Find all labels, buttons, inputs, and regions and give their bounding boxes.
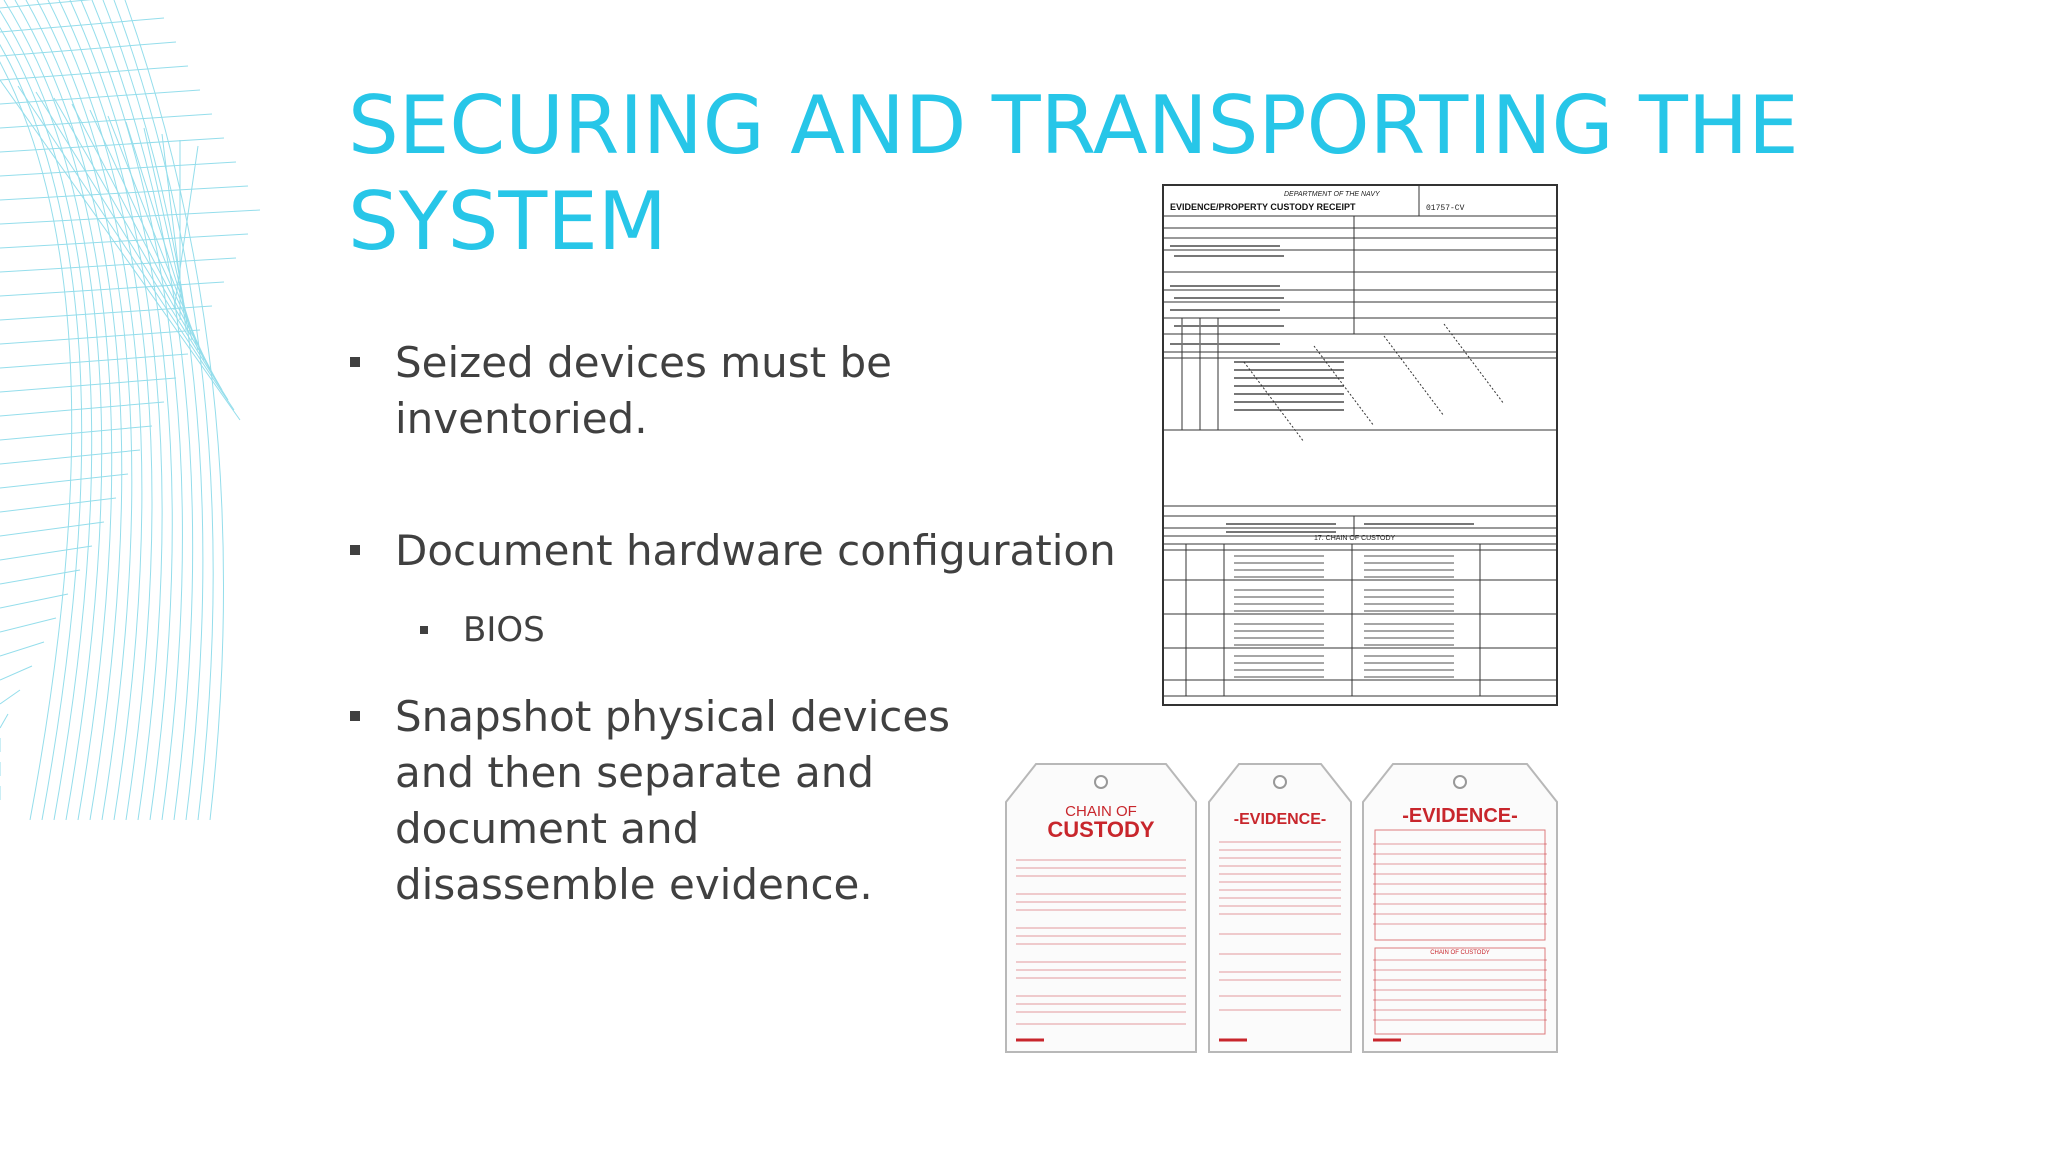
wireframe-line <box>0 594 68 608</box>
bullet-text: Seized devices must be inventoried. <box>395 338 892 443</box>
wireframe-line <box>0 570 80 584</box>
evidence-tag-small <box>1207 762 1353 1056</box>
bullet-marker <box>350 711 360 721</box>
form-control-number: 01757-CV <box>1426 204 1465 213</box>
form-grid <box>1164 186 1556 696</box>
tag-outline <box>1209 764 1351 1052</box>
bullet-item <box>350 523 1116 579</box>
wireframe-line <box>0 474 128 488</box>
evidence-tag-large <box>1361 762 1559 1056</box>
tag-heading-line1: CHAIN OF <box>1065 803 1137 820</box>
bullet-marker <box>350 357 360 367</box>
wireframe-line <box>0 690 20 704</box>
sub-bullet-text: BIOS <box>463 610 545 650</box>
wireframe-line <box>0 210 260 224</box>
form-header: DEPARTMENT OF THE NAVY <box>1284 191 1380 198</box>
tag-subheading: CHAIN OF CUSTODY <box>1430 950 1490 956</box>
bullet-marker <box>350 545 360 555</box>
wireframe-line <box>0 450 140 464</box>
wireframe-decoration <box>0 0 300 820</box>
slide-title: SECURING AND TRANSPORTING THE SYSTEM <box>348 79 1799 268</box>
form-strike-line <box>1444 324 1504 404</box>
form-title: EVIDENCE/PROPERTY CUSTODY RECEIPT <box>1170 202 1356 212</box>
tag-graphic <box>1209 764 1351 1052</box>
wireframe-line <box>0 0 102 820</box>
wireframe-line <box>0 0 152 8</box>
wireframe-line <box>36 92 228 400</box>
wireframe-line <box>18 86 234 410</box>
tag-hole <box>1454 776 1466 788</box>
wireframe-line <box>0 642 44 656</box>
tag-heading-line2: CUSTODY <box>1047 817 1155 842</box>
wireframe-line <box>174 146 198 310</box>
bullet-item <box>350 335 1150 447</box>
sub-bullet-marker <box>420 626 428 634</box>
wireframe-line <box>0 498 116 512</box>
form-chain-section: 17. CHAIN OF CUSTODY <box>1314 535 1396 542</box>
chain-of-custody-tag <box>1004 762 1198 1056</box>
custody-receipt-form-image <box>1162 184 1558 706</box>
tag-hole <box>1095 776 1107 788</box>
wireframe-line <box>0 378 176 392</box>
bullet-text: Document hardware configuration <box>395 526 1116 575</box>
wireframe-line <box>0 162 236 176</box>
wireframe-line <box>0 186 248 200</box>
wireframe-line <box>70 0 172 820</box>
wireframe-line <box>0 258 236 272</box>
wireframe-line <box>0 714 8 728</box>
form-drawing <box>1164 186 1556 704</box>
tag-hole <box>1274 776 1286 788</box>
wireframe-line <box>0 354 188 368</box>
wireframe-line <box>0 426 152 440</box>
wireframe-line <box>0 618 56 632</box>
form-strike-line <box>1384 336 1444 416</box>
tag-heading: -EVIDENCE- <box>1402 805 1518 827</box>
tag-heading: -EVIDENCE- <box>1233 811 1327 828</box>
wireframe-line <box>0 18 164 32</box>
wireframe-line <box>0 66 188 80</box>
wireframe-line <box>0 42 176 56</box>
wireframe-line <box>0 80 240 420</box>
wireframe-line <box>0 522 104 536</box>
wireframe-mesh <box>0 0 260 820</box>
wireframe-line <box>0 666 32 680</box>
wireframe-line <box>0 138 224 152</box>
wireframe-line <box>0 546 92 560</box>
bullet-text: Snapshot physical devices and then separate and document and disassemble evidence. <box>395 692 951 909</box>
sub-bullet-item <box>350 608 545 652</box>
wireframe-line <box>48 0 152 820</box>
